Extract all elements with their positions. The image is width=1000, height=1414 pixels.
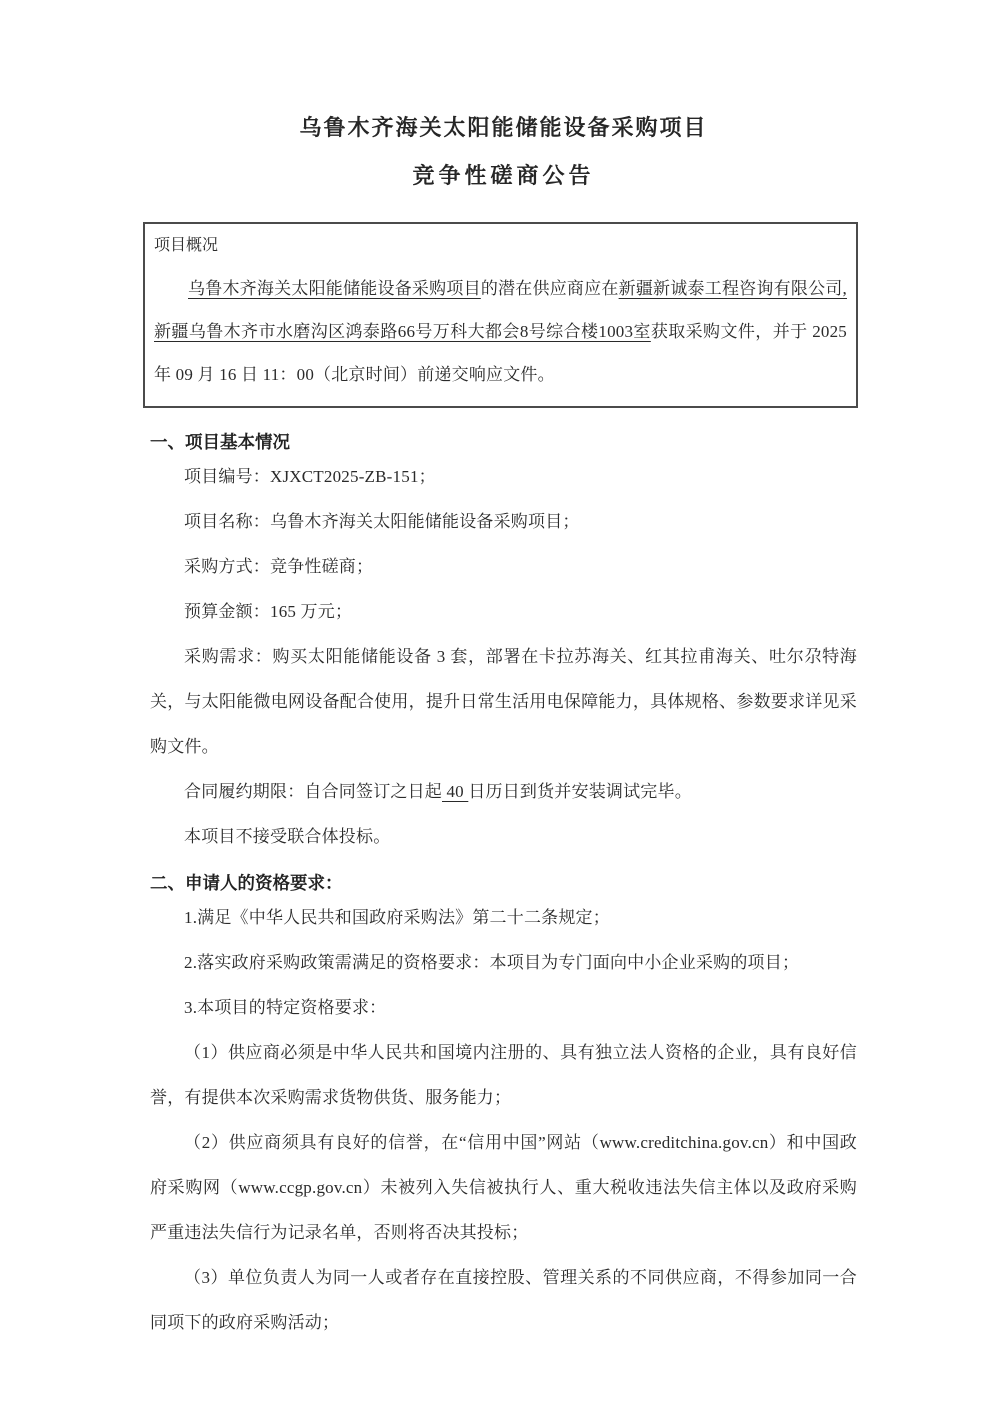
paragraph-project-no: 项目编号：XJXCT2025-ZB-151； xyxy=(184,467,436,486)
paragraph-no-consortium: 本项目不接受联合体投标。 xyxy=(184,827,391,846)
section2-heading: 二、申请人的资格要求： xyxy=(150,873,343,893)
qualification-item-3: 3.本项目的特定资格要求： xyxy=(184,998,387,1017)
paragraph-project-name: 项目名称：乌鲁木齐海关太阳能储能设备采购项目； xyxy=(184,512,580,531)
document-body xyxy=(150,0,857,1345)
qualification-item-1: 1.满足《中华人民共和国政府采购法》第二十二条规定； xyxy=(184,908,610,927)
paragraph-budget: 预算金额：165 万元； xyxy=(184,602,353,621)
overview-project-name: 乌鲁木齐海关太阳能储能设备采购项目 xyxy=(188,279,481,298)
qualification-item-3-2: （2）供应商须具有良好的信誉，在“信用中国”网站（www.creditchina.gov.cn）和中国政府采购网（www.ccgp.gov.cn）未被列入失信被执行人、重大税收违法失信主体以及政府采购严重违法失信行为记录名单，否则将否决其投标； xyxy=(150,1133,857,1242)
section1-heading: 一、项目基本情况 xyxy=(150,432,290,452)
document-title-line1: 乌鲁木齐海关太阳能储能设备采购项目 xyxy=(299,115,708,140)
section2-body xyxy=(150,895,857,1345)
overview-paragraph xyxy=(154,267,847,396)
project-overview-box xyxy=(143,222,858,408)
qualification-item-2: 2.落实政府采购政策需满足的资格要求：本项目为专门面向中小企业采购的项目； xyxy=(184,953,800,972)
paragraph-contract-period xyxy=(150,769,857,814)
contract-period-pre: 合同履约期限：自合同签订之日起 xyxy=(184,782,442,801)
document-title-line2: 竞争性磋商公告 xyxy=(412,163,595,188)
contract-period-post: 日历日到货并安装调试完毕。 xyxy=(468,782,692,801)
paragraph-requirement: 采购需求：购买太阳能储能设备 3 套，部署在卡拉苏海关、红其拉甫海关、吐尔尕特海关，与太阳能微电网设备配合使用，提升日常生活用电保障能力，具体规格、参数要求详见采购文件。 xyxy=(150,647,857,756)
contract-period-days: 40 xyxy=(442,782,469,801)
overview-agency-address: 新疆新诚泰工程咨询有限公司,新疆乌鲁木齐市水磨沟区鸿泰路66号万科大都会8号综合楼1003室 xyxy=(154,279,847,341)
overview-mid-text: 的潜在供应商应在 xyxy=(480,279,619,298)
section1-body xyxy=(150,454,857,859)
paragraph-procurement-method: 采购方式：竞争性磋商； xyxy=(184,557,374,576)
overview-tail-text: 获取采购文件，并于 2025 年 09 月 16 日 11：00（北京时间）前递交响应文件。 xyxy=(154,322,847,384)
overview-label: 项目概况 xyxy=(154,237,219,254)
qualification-item-3-1: （1）供应商必须是中华人民共和国境内注册的、具有独立法人资格的企业，具有良好信誉，有提供本次采购需求货物供货、服务能力； xyxy=(150,1043,857,1107)
qualification-item-3-3: （3）单位负责人为同一人或者存在直接控股、管理关系的不同供应商，不得参加同一合同项下的政府采购活动； xyxy=(150,1268,857,1332)
